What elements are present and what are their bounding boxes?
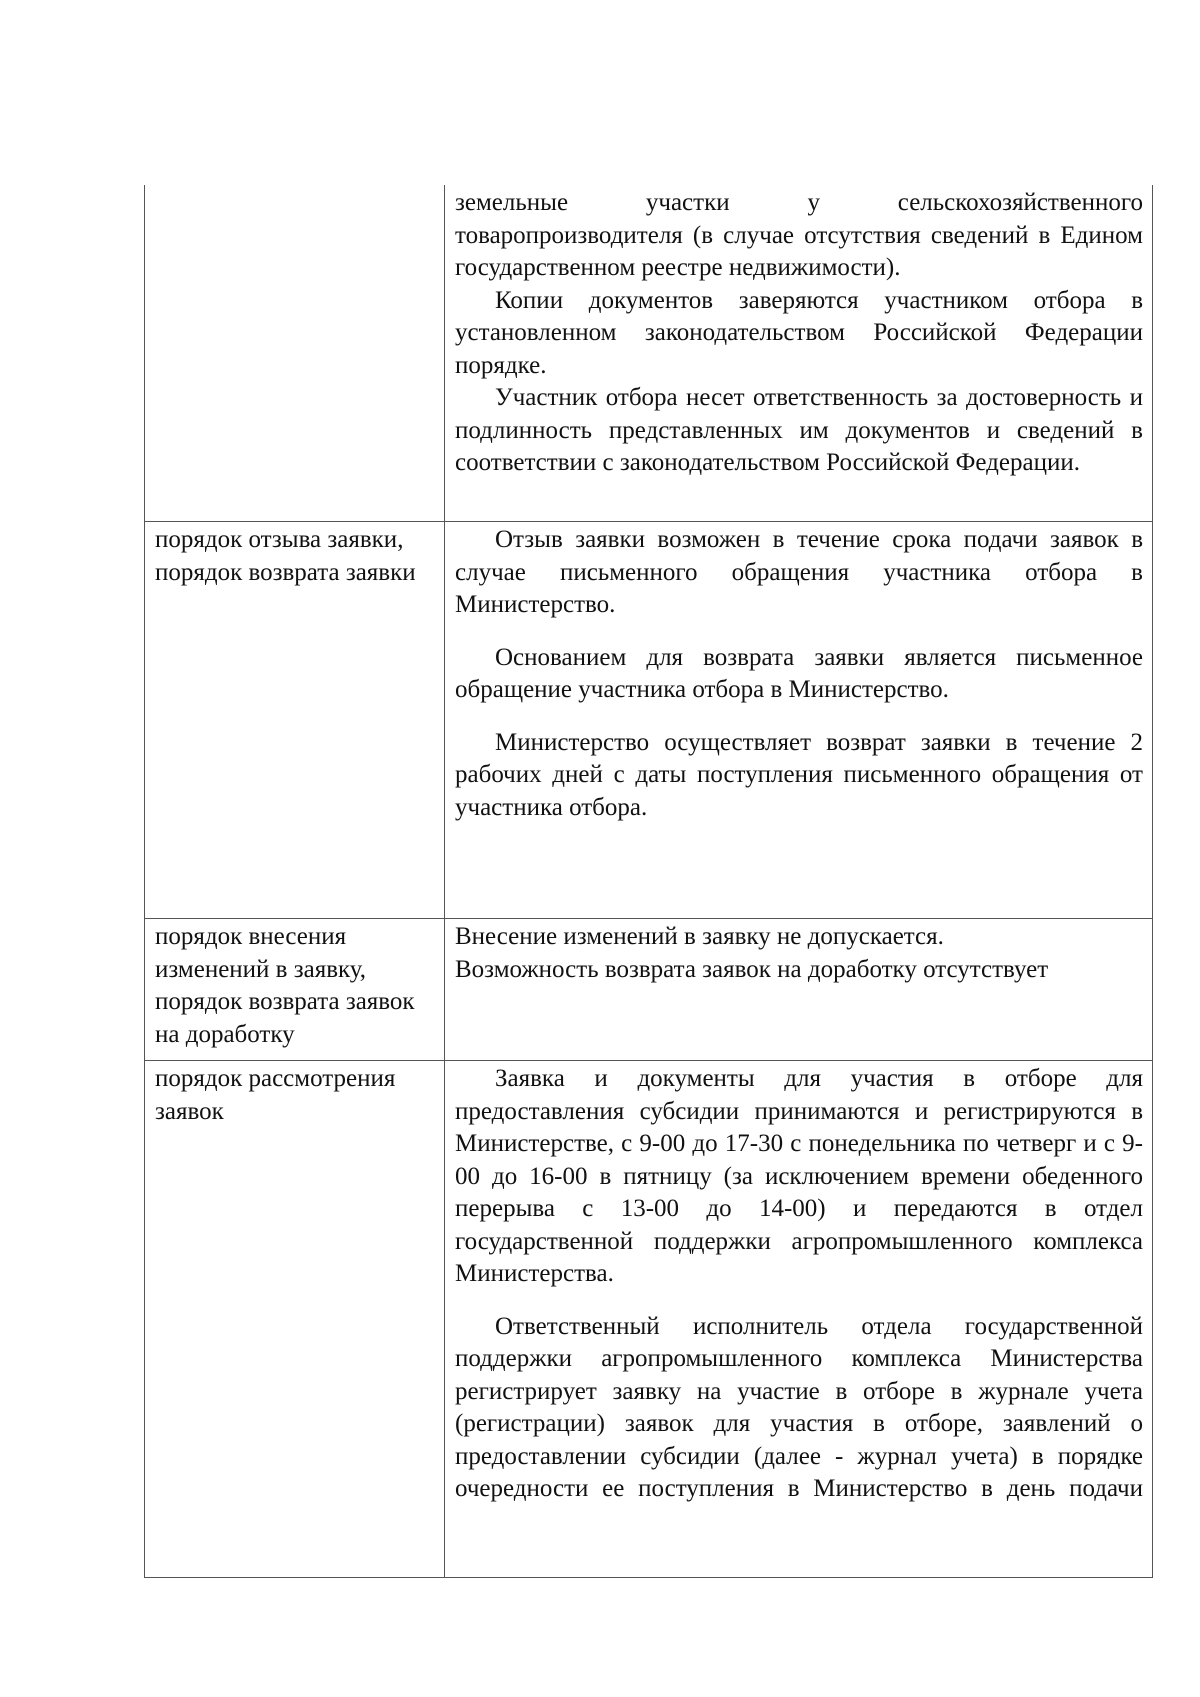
row-label — [145, 185, 445, 522]
row-content-clip — [455, 1063, 1143, 1573]
paragraph: Основанием для возврата заявки является письменное обращение участника отбора в Министерство. — [455, 643, 1143, 703]
row-content — [445, 1061, 1153, 1578]
paragraph: Внесение изменений в заявку не допускается. — [455, 923, 944, 950]
paragraph: Заявка и документы для участия в отборе для предоставления субсидии принимаются и регистрируются в Министерстве, с 9-00 до 17-30 с понедельника по четверг и с 9-00 до 16-00 в пятницу (за исключением времени обеденного перерыва с 13-00 до 14-00) и передаются в отдел государственной поддержки агропромышленного комплекса Министерства. — [455, 1065, 1143, 1287]
paragraph: Участник отбора несет ответственность за достоверность и подлинность представленных им документов и сведений в соответствии с законодательством Российской Федерации. — [455, 384, 1143, 476]
table-row — [145, 919, 1153, 1061]
paragraph: Возможность возврата заявок на доработку отсутствует — [455, 955, 1049, 983]
paragraph: Ответственный исполнитель отдела государственной поддержки агропромышленного комплекса Министерства регистрирует заявку на участие в отборе в журнале учета (регистрации) заявок для участия в отборе, заявлений о предоставлении субсидии (далее - журнал учета) в порядке очередности ее поступления в Министерство в день подачи — [455, 1312, 1143, 1502]
table-row — [145, 522, 1153, 919]
row-content — [445, 919, 1153, 1061]
row-label: порядок рассмотрения заявок — [145, 1061, 445, 1578]
paragraph: земельные участки у сельскохозяйственного товаропроизводителя (в случае отсутствия сведений в Едином государственном реестре недвижимости). — [455, 189, 1143, 281]
row-label: порядок отзыва заявки, порядок возврата заявки — [145, 522, 445, 919]
row-label: порядок внесения изменений в заявку, порядок возврата заявок на доработку — [145, 919, 445, 1061]
row-content — [445, 185, 1153, 522]
paragraph: Министерство осуществляет возврат заявки в течение 2 рабочих дней с даты поступления письменного обращения от участника отбора. — [455, 728, 1143, 821]
paragraph: Копии документов заверяются участником отбора в установленном законодательством Российской Федерации порядке. — [455, 286, 1143, 379]
paragraph: Отзыв заявки возможен в течение срока подачи заявок в случае письменного обращения участника отбора в Министерство. — [455, 526, 1143, 618]
table-row — [145, 185, 1153, 522]
requirements-table — [144, 185, 1153, 1578]
table-row — [145, 1061, 1153, 1578]
row-content — [445, 522, 1153, 919]
